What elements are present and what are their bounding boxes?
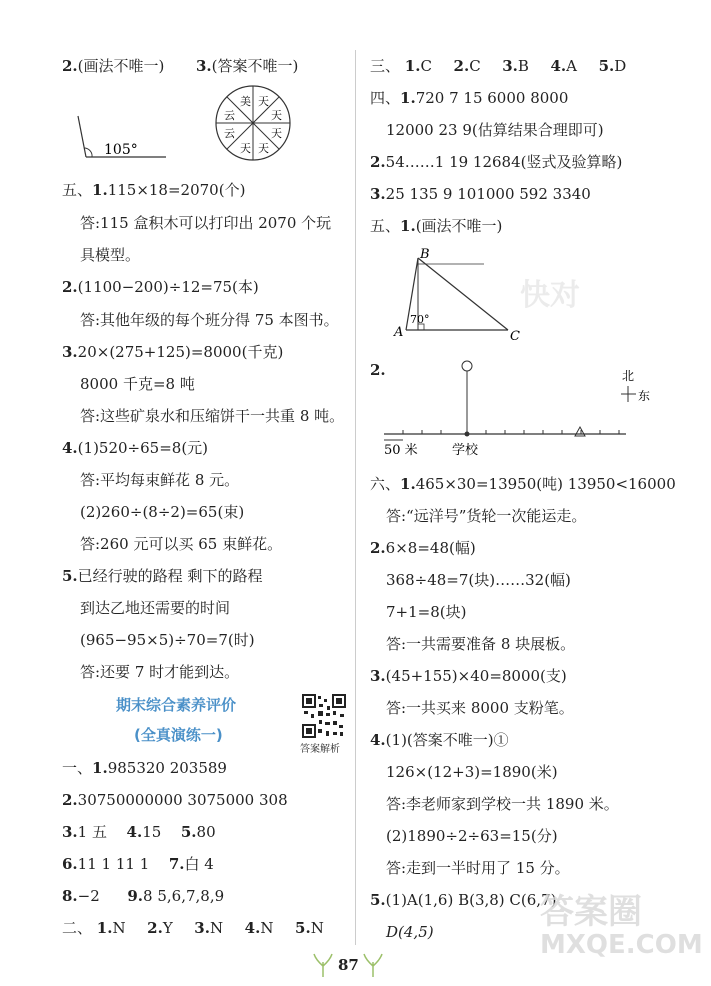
rc-s4-q2 xyxy=(370,152,622,172)
answer-text: (答案不唯一) xyxy=(211,57,299,75)
rc-s4-q3 xyxy=(370,184,591,204)
q-num: 1. xyxy=(404,57,421,75)
r-q8 xyxy=(62,886,224,906)
answer-line: 12000 23 9(估算结果合理即可) xyxy=(386,121,604,139)
sprout-icon xyxy=(312,952,334,978)
vertex-label-a: A xyxy=(394,325,404,340)
expr: 985320 203589 xyxy=(107,759,227,777)
north-label: 北 xyxy=(622,369,635,383)
expr: 115×18=2070(个) xyxy=(107,181,246,199)
scale-label: 50 米 xyxy=(384,443,418,458)
rc-s5-q1 xyxy=(370,216,502,236)
q-num: 4. xyxy=(370,731,386,749)
q-num: 5. xyxy=(295,919,311,937)
expr: C xyxy=(420,57,432,75)
expr: (1)A(1,6) B(3,8) C(6,7) xyxy=(385,891,557,909)
q-num: 4. xyxy=(62,439,78,457)
q-num: 3. xyxy=(194,919,210,937)
watermark-logo: 快对 xyxy=(520,278,580,313)
answer-line: 答:走到一半时用了 15 分。 xyxy=(386,859,570,877)
angle-label: 70° xyxy=(410,313,430,326)
r-section2 xyxy=(62,918,324,938)
q-num: 1. xyxy=(92,759,108,777)
r-q1 xyxy=(62,758,227,778)
wheel-label: 云 xyxy=(224,109,235,122)
answer-line: 126×(12+3)=1890(米) xyxy=(386,763,558,781)
wheel-label: 天 xyxy=(271,127,282,140)
rc-s4-q1 xyxy=(370,88,568,108)
wheel-label: 天 xyxy=(271,109,282,122)
expr: D xyxy=(614,57,627,75)
q-num: 2. xyxy=(62,57,78,75)
watermark-text: 答案圈 xyxy=(540,892,642,932)
qr-caption: 答案解析 xyxy=(300,744,340,755)
expr: 白 4 xyxy=(184,855,214,873)
answer-line: 答:平均每束鲜花 8 元。 xyxy=(80,471,240,489)
triangle-diagram xyxy=(388,246,528,346)
expr: 15 xyxy=(142,823,162,841)
r-q3 xyxy=(62,822,216,842)
answer-line: 答:260 元可以买 65 束鲜花。 xyxy=(80,535,283,553)
q-num: 1. xyxy=(400,217,416,235)
expr: 6×8=48(幅) xyxy=(385,539,476,557)
rc-s6-q3 xyxy=(370,666,567,686)
answer-line: 答:一共买来 8000 支粉笔。 xyxy=(386,699,574,717)
expr: 80 xyxy=(196,823,216,841)
qr-code[interactable] xyxy=(302,694,346,738)
answer-line: 答:115 盒积木可以打印出 2070 个玩 xyxy=(80,214,332,232)
expr: N xyxy=(310,919,324,937)
section-prefix: 一、 xyxy=(62,759,93,777)
spinner-wheel xyxy=(213,83,293,163)
section-prefix: 五、 xyxy=(62,181,93,199)
expr: N xyxy=(209,919,224,937)
q-num: 6. xyxy=(62,855,78,873)
q2-q3-line xyxy=(62,56,298,76)
q-num: 9. xyxy=(127,887,144,905)
angle-label: 105° xyxy=(104,142,138,158)
r-q2 xyxy=(62,790,288,810)
q-num: 1. xyxy=(92,181,108,199)
answer-line: 答:“远洋号”货轮一次能运走。 xyxy=(386,507,587,525)
q-num: 4. xyxy=(550,57,567,75)
answer-line: 具模型。 xyxy=(80,246,141,264)
q-num: 2. xyxy=(370,361,386,379)
section-prefix: 六、 xyxy=(370,475,401,493)
answer-line: 8000 千克=8 吨 xyxy=(80,375,195,393)
wheel-label: 美 xyxy=(240,95,251,108)
rc-s6-q5 xyxy=(370,890,556,910)
expr: 25 135 9 101000 592 3340 xyxy=(385,185,591,203)
answer-line: (965−95×5)÷70=7(时) xyxy=(80,631,255,649)
q-num: 2. xyxy=(370,539,386,557)
q-num: 3. xyxy=(62,823,78,841)
expr: N xyxy=(112,919,126,937)
expr: (1)(答案不唯一)① xyxy=(385,731,509,749)
s5-q4 xyxy=(62,438,208,458)
vertex-label-b: B xyxy=(420,247,430,262)
q-num: 4. xyxy=(244,919,261,937)
exam-title: 期末综合素养评价 xyxy=(116,696,237,714)
answer-line: (2)260÷(8÷2)=65(束) xyxy=(80,503,245,521)
q-num: 1. xyxy=(96,919,113,937)
expr: (画法不唯一) xyxy=(415,217,503,235)
q-num: 5. xyxy=(62,567,78,585)
rc-s6-q2 xyxy=(370,538,476,558)
answer-line: 368÷48=7(块)……32(幅) xyxy=(386,571,571,589)
s5-q3 xyxy=(62,342,283,362)
q-num: 2. xyxy=(62,791,78,809)
expr: 20×(275+125)=8000(千克) xyxy=(77,343,284,361)
expr: (1)520÷65=8(元) xyxy=(77,439,209,457)
q-num: 3. xyxy=(62,343,78,361)
answer-text: (画法不唯一) xyxy=(77,57,165,75)
q-num: 1. xyxy=(400,89,416,107)
q-num: 2. xyxy=(147,919,163,937)
q-num: 8. xyxy=(62,887,78,905)
sprout-icon xyxy=(362,952,384,978)
wheel-label: 天 xyxy=(258,95,269,108)
expr: 已经行驶的路程 剩下的路程 xyxy=(77,567,263,585)
expr: N xyxy=(260,919,274,937)
east-label: 东 xyxy=(638,389,651,403)
expr: 720 7 15 6000 8000 xyxy=(415,89,569,107)
q-num: 5. xyxy=(598,57,615,75)
wheel-label: 云 xyxy=(224,127,235,140)
rc-section3 xyxy=(370,56,626,76)
vertex-label-c: C xyxy=(510,329,520,344)
page-number: 87 xyxy=(338,956,359,974)
answer-line: 答:一共需要准备 8 块展板。 xyxy=(386,635,576,653)
answer-line: (2)1890÷2÷63=15(分) xyxy=(386,827,558,845)
rc-s6-q1 xyxy=(370,474,676,494)
expr: (1100−200)÷12=75(本) xyxy=(77,278,259,296)
q-num: 3. xyxy=(370,667,386,685)
s5-q1 xyxy=(62,180,245,200)
q-num: 3. xyxy=(370,185,386,203)
q-num: 1. xyxy=(400,475,416,493)
q-num: 2. xyxy=(370,153,386,171)
answer-line: 到达乙地还需要的时间 xyxy=(80,599,231,617)
expr: 8 5,6,7,8,9 xyxy=(143,887,225,905)
column-divider xyxy=(355,50,356,945)
wheel-label: 天 xyxy=(258,142,269,155)
angle-diagram xyxy=(70,112,170,162)
expr: 30750000000 3075000 308 xyxy=(77,791,288,809)
expr: 54……1 19 12684(竖式及验算略) xyxy=(385,153,623,171)
expr: 11 1 11 1 xyxy=(77,855,150,873)
q-num: 3. xyxy=(195,57,212,75)
answer-line: 答:李老师家到学校一共 1890 米。 xyxy=(386,795,619,813)
school-label: 学校 xyxy=(452,443,479,458)
answer-line: 答:其他年级的每个班分得 75 本图书。 xyxy=(80,311,339,329)
q-num: 3. xyxy=(502,57,518,75)
r-q6 xyxy=(62,854,214,874)
expr: Y xyxy=(162,919,173,937)
expr: A xyxy=(566,57,578,75)
q-num: 4. xyxy=(126,823,143,841)
section-prefix: 二、 xyxy=(62,919,93,937)
rc-s6-q4 xyxy=(370,730,509,750)
q-num: 5. xyxy=(370,891,386,909)
expr: (45+155)×40=8000(支) xyxy=(385,667,567,685)
expr: B xyxy=(517,57,529,75)
s5-q5 xyxy=(62,566,262,586)
expr: −2 xyxy=(77,887,100,905)
section-prefix: 三、 xyxy=(370,57,401,75)
s5-q2 xyxy=(62,277,259,297)
answer-line: 答:还要 7 时才能到达。 xyxy=(80,663,240,681)
expr: C xyxy=(469,57,481,75)
q-num: 2. xyxy=(453,57,470,75)
expr: 465×30=13950(吨) 13950<16000 xyxy=(415,475,676,493)
map-diagram xyxy=(376,356,666,462)
q-num: 2. xyxy=(62,278,78,296)
section-prefix: 五、 xyxy=(370,217,401,235)
expr: 1 五 xyxy=(77,823,107,841)
answer-line: 答:这些矿泉水和压缩饼干一共重 8 吨。 xyxy=(80,407,345,425)
q-num: 5. xyxy=(180,823,197,841)
watermark-url: MXQE.COM xyxy=(540,930,703,960)
exam-subtitle: (全真演练一) xyxy=(134,726,223,744)
wheel-label: 天 xyxy=(240,142,251,155)
answer-line: 7+1=8(块) xyxy=(386,603,467,621)
section-prefix: 四、 xyxy=(370,89,401,107)
answer-line: D(4,5) xyxy=(386,923,434,941)
q-num: 7. xyxy=(168,855,185,873)
